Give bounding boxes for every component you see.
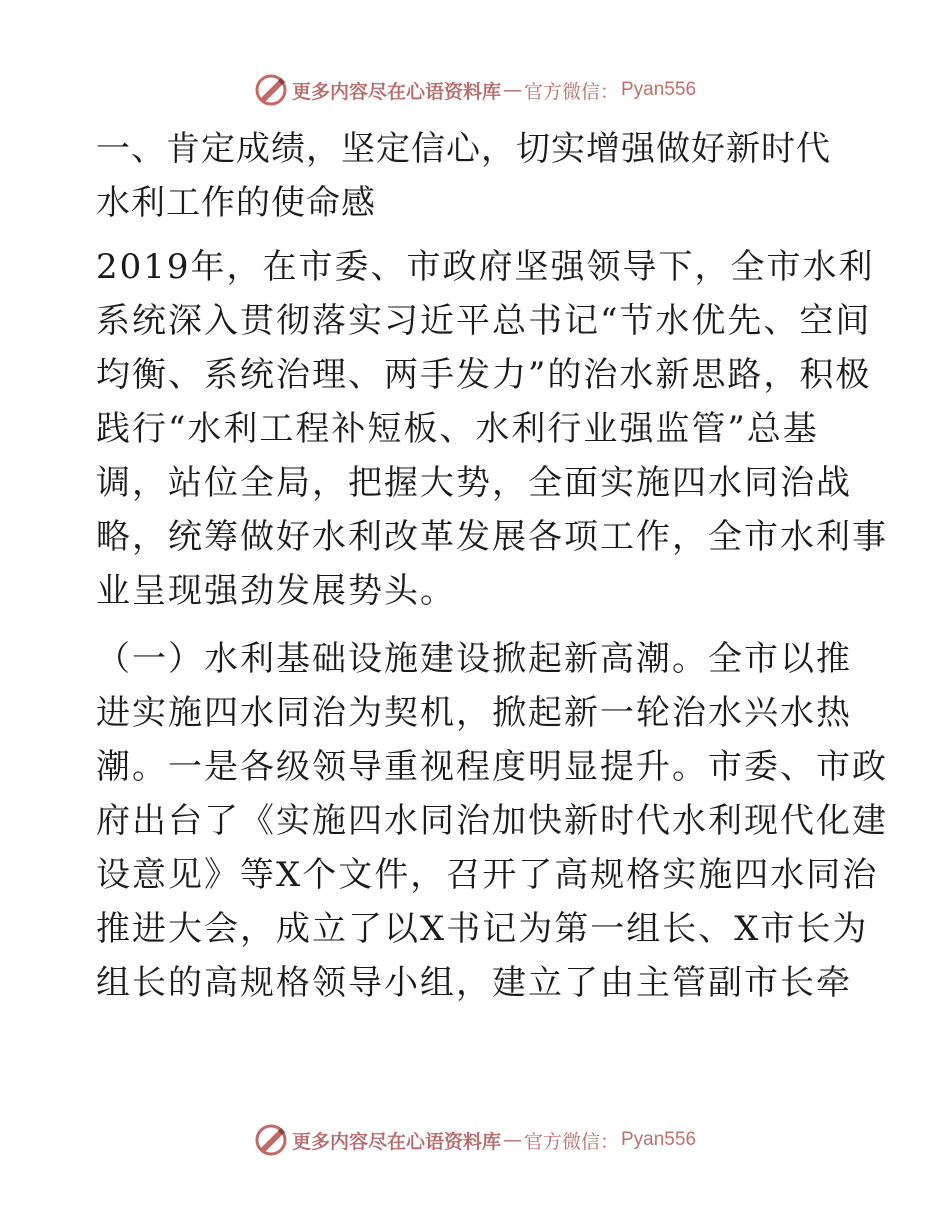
watermark-label: 官方微信：	[523, 80, 619, 103]
paragraph-1	[96, 240, 888, 618]
text-line: 设意见》等X个文件，召开了高规格实施四水同治	[96, 855, 879, 895]
document-body	[96, 122, 888, 1024]
watermark-dash: —	[502, 79, 522, 101]
watermark-label: 官方微信：	[523, 1130, 619, 1153]
pen-logo-icon	[254, 1123, 288, 1157]
text-line: 均衡、系统治理、两手发力”的治水新思路，积极	[96, 355, 872, 395]
watermark-dash: —	[502, 1129, 522, 1151]
pen-logo-icon	[254, 73, 288, 107]
heading-line: 水利工作的使命感	[96, 183, 376, 223]
heading-line: 一、肯定成绩，坚定信心，切实增强做好新时代	[96, 129, 831, 169]
section-heading	[96, 122, 856, 230]
text-line: （一）水利基础设施建设掀起新高潮。全市以推	[96, 639, 852, 679]
text-line: 2019年，在市委、市政府坚强领导下，全市水利	[96, 247, 875, 287]
text-line: 组长的高规格领导小组，建立了由主管副市长牵	[96, 963, 852, 1003]
text-line: 系统深入贯彻落实习近平总书记“节水优先、空间	[96, 301, 872, 341]
header-watermark	[0, 70, 950, 110]
watermark-prefix: 更多内容尽在心语资料库	[291, 1130, 501, 1153]
footer-watermark	[0, 1120, 950, 1160]
watermark-id: Pyan556	[621, 1129, 697, 1150]
text-line: 践行“水利工程补短板、水利行业强监管”总基	[96, 409, 819, 449]
text-line: 府出台了《实施四水同治加快新时代水利现代化建	[96, 801, 888, 841]
text-line: 潮。一是各级领导重视程度明显提升。市委、市政	[96, 747, 888, 787]
text-line: 略，统筹做好水利改革发展各项工作，全市水利事	[96, 517, 888, 557]
text-line: 推进大会，成立了以X书记为第一组长、X市长为	[96, 909, 869, 949]
watermark-prefix: 更多内容尽在心语资料库	[291, 80, 501, 103]
paragraph-2	[96, 632, 888, 1010]
text-line: 调，站位全局，把握大势，全面实施四水同治战	[96, 463, 852, 503]
text-line: 业呈现强劲发展势头。	[96, 571, 456, 611]
watermark-id: Pyan556	[621, 79, 697, 100]
text-line: 进实施四水同治为契机，掀起新一轮治水兴水热	[96, 693, 852, 733]
